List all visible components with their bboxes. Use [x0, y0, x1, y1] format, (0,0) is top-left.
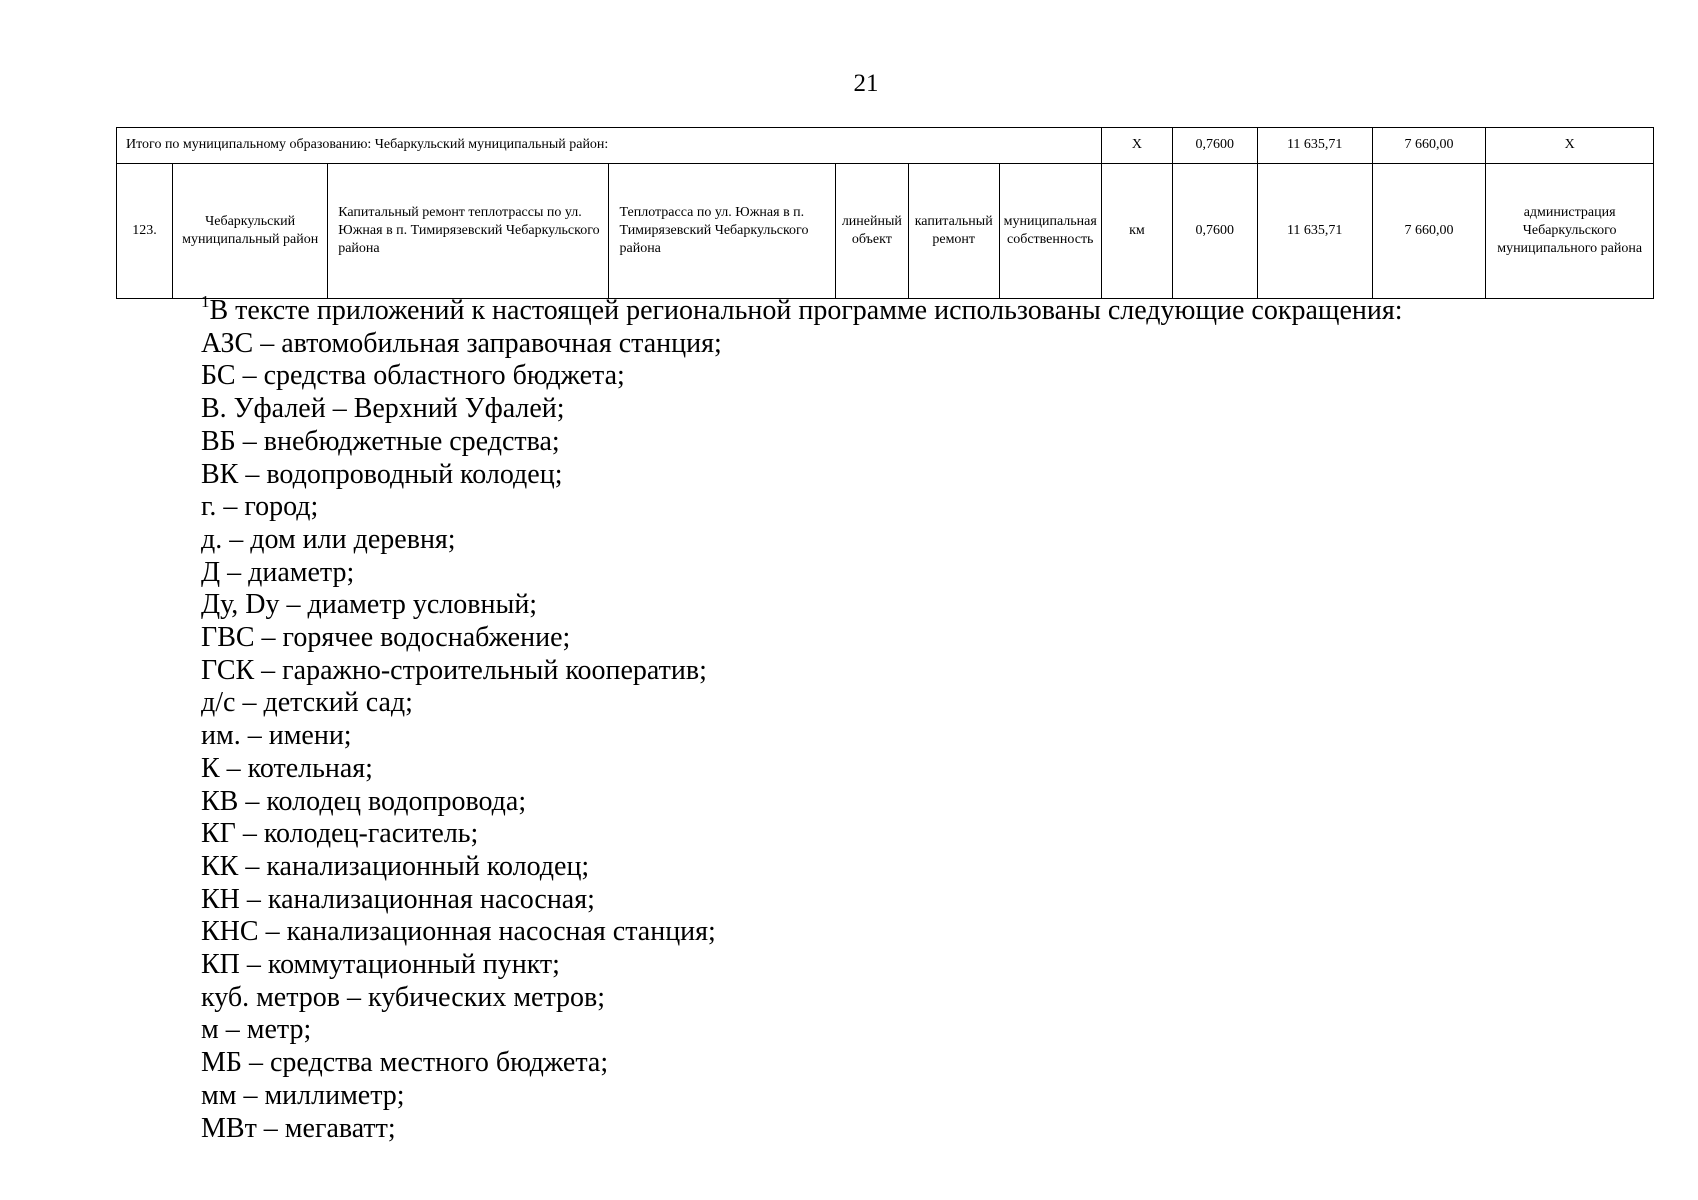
- list-item: КН – канализационная насосная;: [201, 883, 595, 915]
- footnote-title-text: В тексте приложений к настоящей региональной программе использованы следующие сокращения:: [209, 295, 1403, 326]
- total-unit: Х: [1101, 128, 1172, 164]
- list-item: ВК – водопроводный колодец;: [201, 458, 563, 490]
- list-item: ВБ – внебюджетные средства;: [201, 425, 560, 457]
- total-cost-total: 11 635,71: [1257, 128, 1372, 164]
- list-item: КВ – колодец водопровода;: [201, 785, 527, 817]
- row-municipality: Чебаркульский муниципальный район: [173, 164, 328, 299]
- list-item: БС – средства областного бюджета;: [201, 360, 625, 392]
- list-item: д/с – детский сад;: [201, 687, 413, 719]
- list-item: КП – коммутационный пункт;: [201, 949, 560, 981]
- abbreviations-footnote: [201, 292, 1661, 1145]
- list-item: Д – диаметр;: [201, 556, 355, 588]
- list-item: куб. метров – кубических метров;: [201, 981, 606, 1013]
- row-cost-total: 11 635,71: [1257, 164, 1372, 299]
- row-ownership: муниципальная собственность: [999, 164, 1101, 299]
- list-item: АЗС – автомобильная заправочная станция;: [201, 327, 722, 359]
- row-quantity: 0,7600: [1172, 164, 1257, 299]
- program-table: [116, 127, 1654, 299]
- list-item: МВт – мегаватт;: [201, 1112, 396, 1144]
- row-object: Теплотрасса по ул. Южная в п. Тимирязевский Чебаркульского района: [609, 164, 835, 299]
- list-item: г. – город;: [201, 491, 319, 523]
- list-item: КНС – канализационная насосная станция;: [201, 916, 716, 948]
- row-object-type: линейный объект: [835, 164, 908, 299]
- row-responsible: администрация Чебаркульского муниципального района: [1486, 164, 1654, 299]
- list-item: К – котельная;: [201, 752, 373, 784]
- list-item: им. – имени;: [201, 720, 352, 752]
- list-item: КК – канализационный колодец;: [201, 850, 590, 882]
- total-responsible: Х: [1486, 128, 1654, 164]
- total-label: Итого по муниципальному образованию: Чебаркульский муниципальный район:: [117, 128, 1102, 164]
- list-item: мм – миллиметр;: [201, 1079, 405, 1111]
- list-item: ГСК – гаражно-строительный кооператив;: [201, 654, 707, 686]
- table-total-row: [117, 128, 1654, 164]
- footnote-mark: 1: [201, 292, 210, 311]
- list-item: д. – дом или деревня;: [201, 523, 456, 555]
- list-item: м – метр;: [201, 1014, 312, 1046]
- list-item: МБ – средства местного бюджета;: [201, 1047, 609, 1079]
- list-item: В. Уфалей – Верхний Уфалей;: [201, 393, 565, 425]
- row-event: Капитальный ремонт теплотрассы по ул. Южная в п. Тимирязевский Чебаркульского района: [328, 164, 609, 299]
- list-item: Ду, Dy – диаметр условный;: [201, 589, 538, 621]
- row-cost-part: 7 660,00: [1372, 164, 1485, 299]
- total-quantity: 0,7600: [1172, 128, 1257, 164]
- row-work-type: капитальный ремонт: [908, 164, 999, 299]
- row-number: 123.: [117, 164, 173, 299]
- page-number: 21: [853, 70, 879, 97]
- abbreviation-list: [201, 328, 1661, 1146]
- table-row: [117, 164, 1654, 299]
- list-item: КГ – колодец-гаситель;: [201, 818, 479, 850]
- row-unit: км: [1101, 164, 1172, 299]
- total-cost-part: 7 660,00: [1372, 128, 1485, 164]
- list-item: ГВС – горячее водоснабжение;: [201, 622, 571, 654]
- footnote-title: [201, 292, 1661, 328]
